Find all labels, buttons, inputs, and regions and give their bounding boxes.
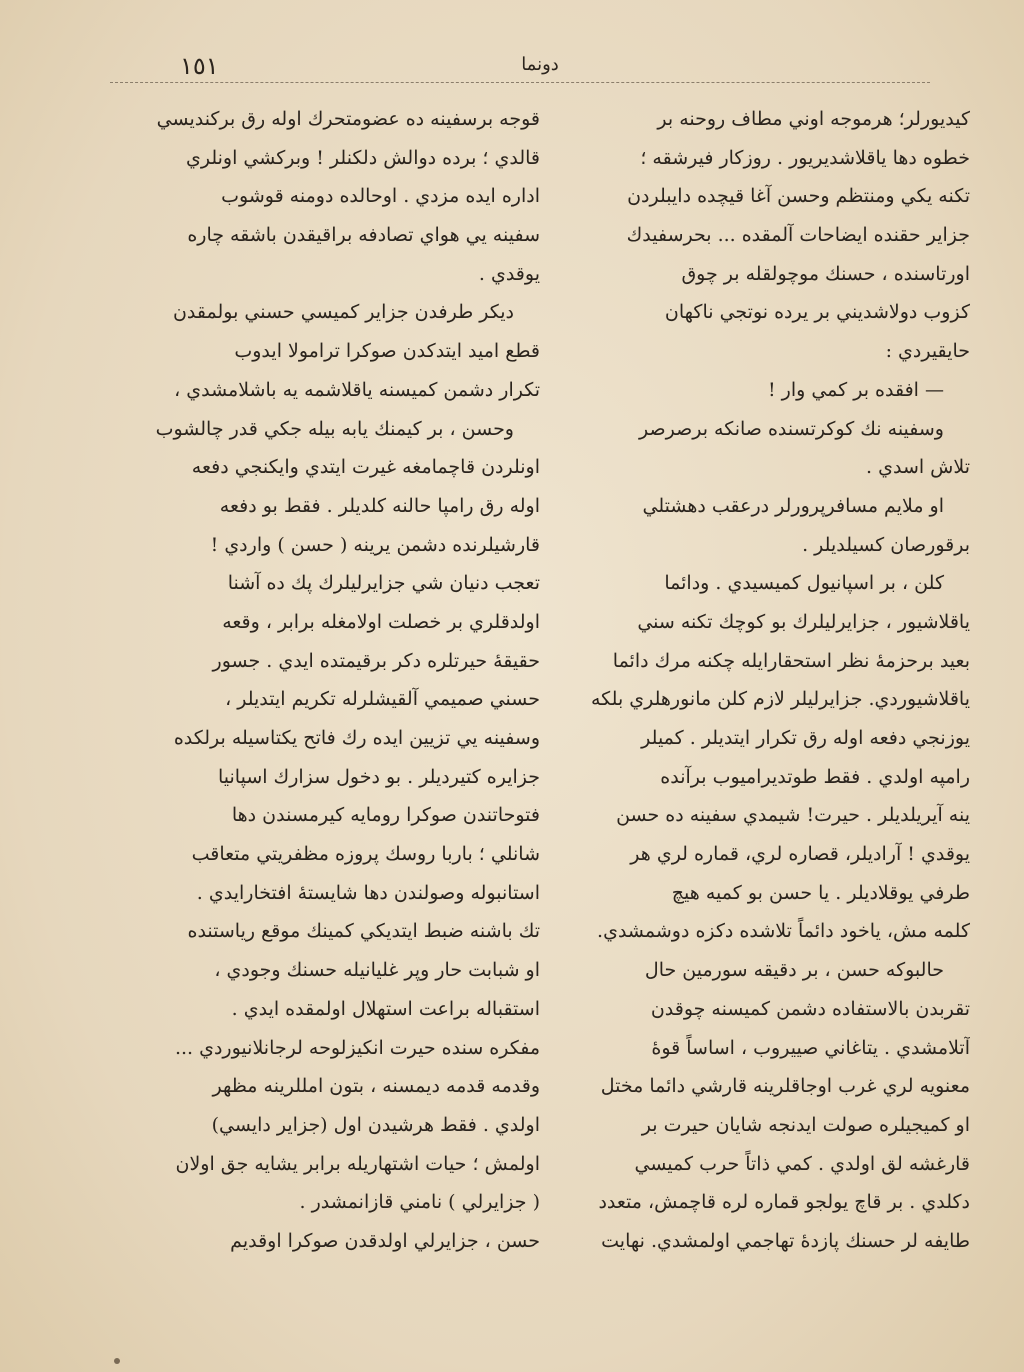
text-line: ديكر طرفدن جزاير كميسي حسني بولمقدن [172,301,514,324]
running-title: دونما [521,54,559,75]
text-line: ( جزايرلي ) نامني قازانمشدر . [299,1191,540,1214]
text-line: ينه آيريلديلر . حيرت! شيمدي سفينه ده حسن [616,804,970,827]
page-header [0,40,1024,90]
text-line: اولدي . فقط هرشيدن اول (جزاير دايسي) [211,1113,540,1136]
text-line: حالبوكه حسن ، بر دقيقه سورمين حال [644,959,944,982]
text-line: اونلردن قاچمامغه غيرت ايتدي وايكنجي دفعه [191,456,540,479]
text-line: اورتاسنده ، حسنك موچولقله بر چوق [681,262,970,285]
text-line: مفكره سنده حيرت انكيزلوحه لرجانلانيوردي ... [174,1036,540,1059]
text-line: — افقده بر كمي وار ! [767,378,944,401]
text-line: وسفينه يي تزيين ايده رك فاتح يكتاسيله برلكده [173,727,540,749]
text-line: جزايره كتيرديلر . بو دخول سزارك اسپانيا [217,765,540,788]
header-rule [110,82,930,83]
text-line: ياقلاشيور ، جزايرليلرك بو كوچك تكنه سني [637,610,970,633]
text-line: تكنه يكي ومنتظم وحسن آغا قيچده دايبلردن [627,185,970,208]
text-line: تكرار دشمن كميسنه ياقلاشمه يه باشلامشدي ، [174,378,540,401]
text-line: قارشيلرنده دشمن يرينه ( حسن ) واردي ! [210,533,540,556]
text-line: تك باشنه ضبط ايتديكي كمينك موقع رياستنده [187,920,540,943]
text-line: قالدي ؛ برده دوالش دلكنلر ! وبركشي اونلري [186,146,540,169]
text-line: وقدمه قدمه ديمسنه ، بتون امللرينه مظهر [212,1075,540,1098]
text-line: تلاش اسدي . [866,456,970,479]
text-line: طايفه لر حسنك پازدهٔ تهاجمي اولمشدي. نهايت [601,1229,970,1252]
text-line: ياقلاشيوردي. جزايرليلر لازم كلن مانورهلري بلكه [590,688,970,711]
text-line: قوجه برسفينه ده عضومتحرك اوله رق بركنديسي [156,108,540,130]
text-line: دكلدي . بر قاچ يولجو قماره لره قاچمش، متعدد [598,1191,970,1214]
text-line: اداره ايده مزدي . اوحالده دومنه قوشوب [221,185,540,208]
text-line: او شبابت حار وپر غليانيله حسنك وجودي ، [214,959,540,982]
text-line: او ملايم مسافرپرورلر درعقب دهشتلي [642,494,944,517]
text-line: قطع اميد ايتدكدن صوكرا ترامولا ايدوب [234,340,540,363]
text-line: شانلي ؛ باربا روسك پروزه مظفريتي متعاقب [191,843,540,866]
text-line: كيديورلر؛ هرموجه اوني مطاف روحنه بر [657,108,970,130]
text-line: تعجب دنيان شي جزايرليلرك پك ده آشنا [227,572,540,595]
page-number: ١٥١ [180,52,219,80]
text-line: حايقيردي : [885,340,970,363]
text-line: يوزنجي دفعه اوله رق تكرار ايتديلر . كميلر [641,727,970,749]
text-line: استانبوله وصولندن دها شايستهٔ افتخارايدي . [196,881,540,904]
text-line: حقيقهٔ حيرتلره دكر برقيمتده ايدي . جسور [212,649,540,672]
text-line: تقربدن بالاستفاده دشمن كميسنه چوقدن [650,997,970,1020]
text-line: وحسن ، بر كيمنك يابه بيله جكي قدر چالشوب [155,417,514,440]
text-line: كزوب دولاشديني بر يرده نوتجي ناكهان [664,301,970,324]
text-line: برقورصان كسيلديلر . [802,533,970,556]
text-line: يوقدي . [478,262,540,285]
text-line: يوقدي ! آراديلر، قصاره لري، قماره لري هر [630,843,970,866]
text-line: بعيد برحزمهٔ نظر استحقارايله چكنه مرك دائما [612,649,970,672]
text-line: خطوه دها ياقلاشديريور . روزكار فيرشقه ؛ [640,146,970,169]
text-line: حسني صميمي آلقيشلرله تكريم ايتديلر ، [225,688,540,711]
right-text-column [570,100,970,1261]
text-line: او كميجيلره صولت ايدنجه شايان حيرت بر [641,1113,970,1136]
margin-dot [114,1358,120,1364]
text-line: كلمه مش، ياخود دائماً تلاشده دكزه دوشمشدي. [597,920,970,943]
text-line: فتوحاتندن صوكرا رومايه كيرمسندن دها [231,804,540,827]
text-line: رامپه اولدي . فقط طوتديراميوب برآنده [660,765,970,788]
text-line: قارغشه لق اولدي . كمي ذاتاً حرب كميسي [634,1152,970,1175]
text-line: اولدقلري بر خصلت اولامغله برابر ، وقعه [222,610,540,633]
text-line: آتلامشدي . يتاغاني صييروب ، اساساً قوهٔ [651,1036,970,1059]
text-line: طرفي يوقلاديلر . يا حسن بو كميه هيچ [671,881,970,904]
text-line: سفينه يي هواي تصادفه براقيقدن باشقه چاره [187,224,540,247]
text-line: اولمش ؛ حيات اشتهاريله برابر يشايه جق اولان [175,1152,540,1175]
text-line: حسن ، جزايرلي اولدقدن صوكرا اوقديم [230,1229,540,1252]
left-text-column [140,100,540,1261]
text-line: اوله رق رامپا حالنه كلديلر . فقط بو دفعه [219,494,540,517]
text-line: وسفينه نك كوكرتسنده صانكه برصرصر [638,417,944,440]
text-line: جزاير حقنده ايضاحات آلمقده ... بحرسفيدك [626,224,970,247]
text-line: استقباله براعت استهلال اولمقده ايدي . [231,997,540,1020]
text-line: كلن ، بر اسپانيول كميسيدي . ودائما [664,572,944,595]
text-line: معنويه لري غرب اوجاقلرينه قارشي دائما مختل [600,1075,970,1098]
